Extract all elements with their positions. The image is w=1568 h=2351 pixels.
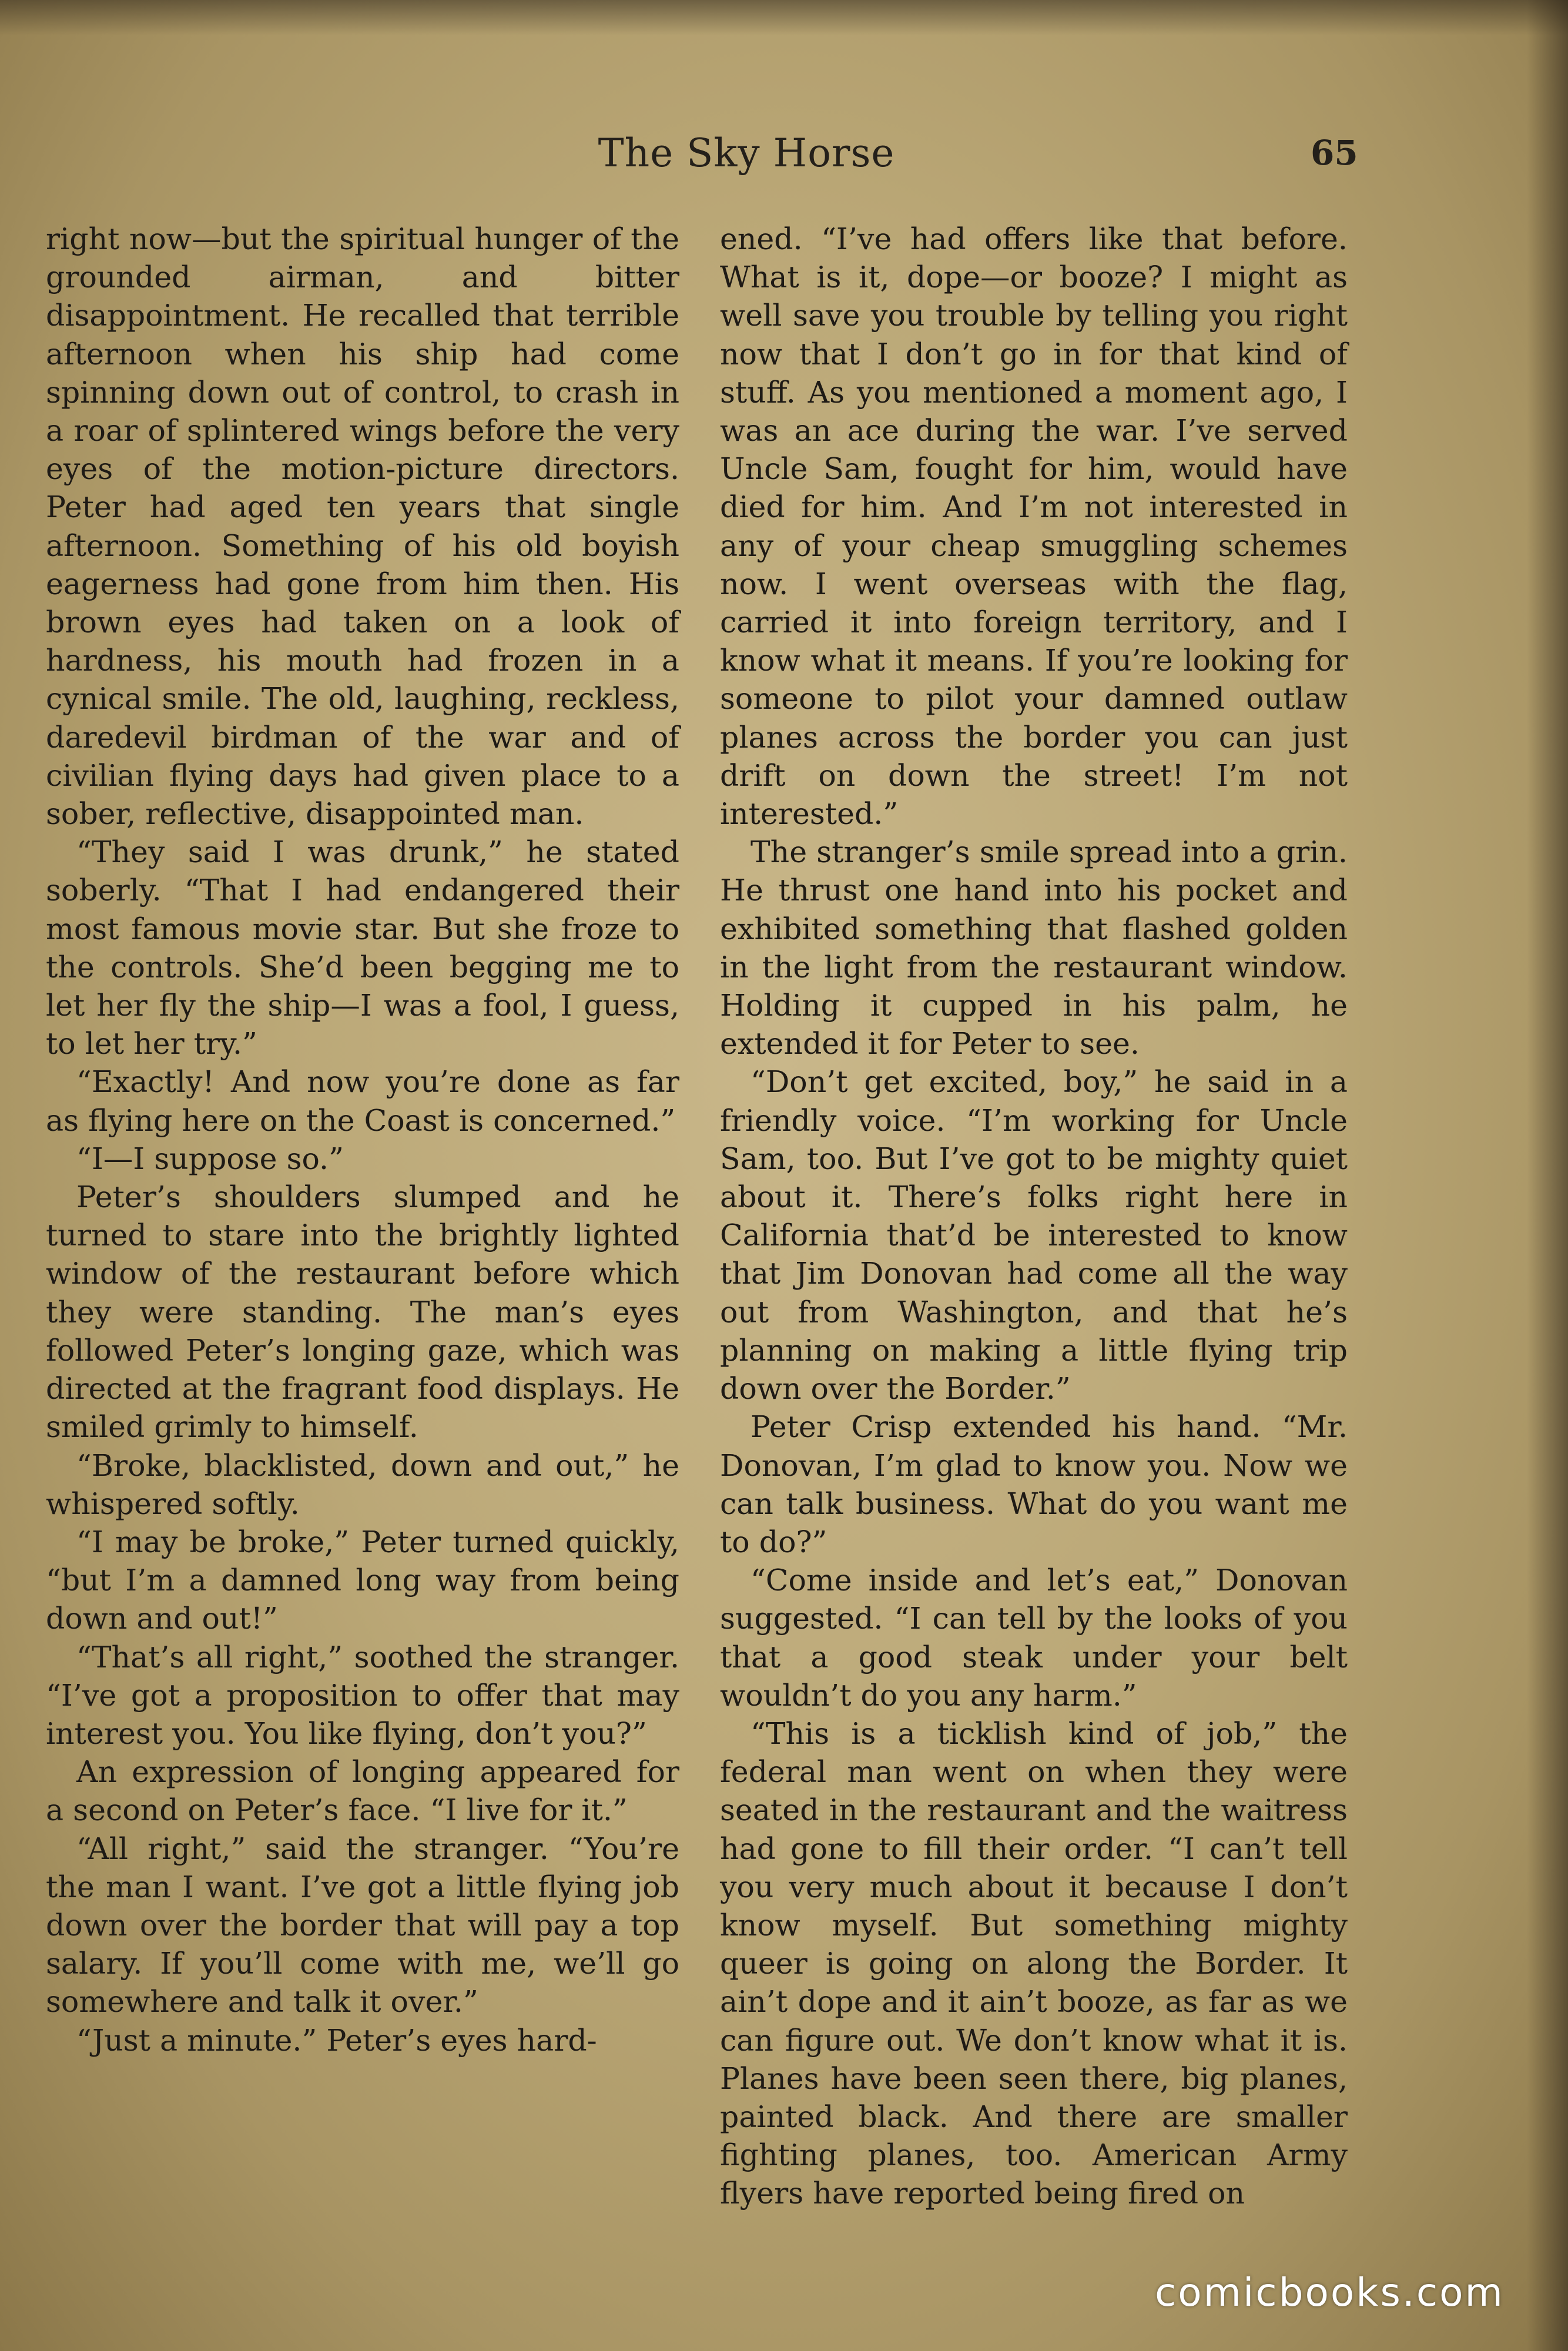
paragraph: ened. “I’ve had offers like that before. What is it, dope—or booze? I might as well save you trouble by telling you right now that I don’t go in for that kind of stuff. As you mentioned a moment ago, I was an ace during the war. I’ve served Uncle Sam, fought for him, would have died for him. And I’m not interested in any of your cheap smuggling schemes now. I went overseas with the flag, carried it into foreign territory, and I know what it means. If you’re looking for someone to pilot your damned outlaw planes across the border you can just drift on down the street! I’m not interested.” bbox=[720, 222, 1348, 832]
paragraph: Peter Crisp extended his hand. “Mr. Donovan, I’m glad to know you. Now we can talk business. What do you want me to do?” bbox=[720, 1409, 1348, 1559]
paragraph: “Broke, blacklisted, down and out,” he whispered softly. bbox=[46, 1448, 679, 1521]
paragraph: “All right,” said the stranger. “You’re the man I want. I’ve got a little flying job down over the border that will pay a top salary. If you’ll come with me, we’ll go somewhere and talk it over.” bbox=[46, 1831, 679, 2020]
paragraph: “They said I was drunk,” he stated soberly. “That I had endangered their most famous movie star. But she froze to the controls. She’d been begging me to let her fly the ship—I was a fool, I guess, to let her try.” bbox=[46, 835, 679, 1061]
paragraph: “That’s all right,” soothed the stranger. “I’ve got a proposition to offer that may interest you. You like flying, don’t you?” bbox=[46, 1639, 679, 1751]
paragraph: “This is a ticklish kind of job,” the federal man went on when they were seated in the restaurant and the waitress had gone to fill their order. “I can’t tell you very much about it because I don’t know myself. But something mighty queer is going on along the Border. It ain’t dope and it ain’t booze, as far as we can figure out. We don’t know what it is. Planes have been seen there, big planes, painted black. And there are smaller fighting planes, too. American Army flyers have reported being fired on bbox=[720, 1716, 1348, 2211]
paragraph: “Exactly! And now you’re done as far as flying here on the Coast is concerned.” bbox=[46, 1064, 679, 1138]
paragraph: right now—but the spiritual hunger of the grounded airman, and bitter disappointment. He recalled that terrible afternoon when his ship had come spinning down out of control, to crash in a roar of splintered wings before the very eyes of the motion-picture directors. Peter had aged ten years that single afternoon. Something of his old boyish eagerness had gone from him then. His brown eyes had taken on a look of hardness, his mouth had frozen in a cynical smile. The old, laughing, reckless, daredevil birdman of the war and of civilian flying days had given place to a sober, reflective, disappointed man. bbox=[46, 222, 679, 832]
page-header bbox=[35, 130, 1358, 189]
paragraph: “I may be broke,” Peter turned quickly, “but I’m a damned long way from being down and out!” bbox=[46, 1524, 679, 1636]
left-column bbox=[46, 220, 679, 2059]
paragraph: An expression of longing appeared for a second on Peter’s face. “I live for it.” bbox=[46, 1754, 679, 1828]
paragraph: “Just a minute.” Peter’s eyes hard- bbox=[76, 2022, 597, 2058]
running-title: The Sky Horse bbox=[598, 130, 895, 176]
page-number: 65 bbox=[1311, 133, 1358, 173]
page-shadow-top bbox=[0, 0, 1568, 35]
paragraph: The stranger’s smile spread into a grin. He thrust one hand into his pocket and exhibited something that flashed golden in the light from the restaurant window. Holding it cupped in his palm, he extended it for Peter to see. bbox=[720, 835, 1348, 1061]
paragraph: “I—I suppose so.” bbox=[76, 1141, 344, 1176]
paragraph: “Come inside and let’s eat,” Donovan suggested. “I can tell by the looks of you that a good steak under your belt wouldn’t do you any harm.” bbox=[720, 1563, 1348, 1713]
watermark: comicbooks.com bbox=[1155, 2270, 1505, 2315]
right-column bbox=[720, 220, 1348, 2213]
page-shadow-right bbox=[1527, 0, 1568, 2351]
paragraph: “Don’t get excited, boy,” he said in a friendly voice. “I’m working for Uncle Sam, too. But I’ve got to be mighty quiet about it. There’s folks right here in California that’d be interested to know that Jim Donovan had come all the way out from Washington, and that he’s planning on making a little flying trip down over the Border.” bbox=[720, 1064, 1348, 1406]
paragraph: Peter’s shoulders slumped and he turned to stare into the brightly lighted window of the restaurant before which they were standing. The man’s eyes followed Peter’s longing gaze, which was directed at the fragrant food displays. He smiled grimly to himself. bbox=[46, 1180, 679, 1445]
